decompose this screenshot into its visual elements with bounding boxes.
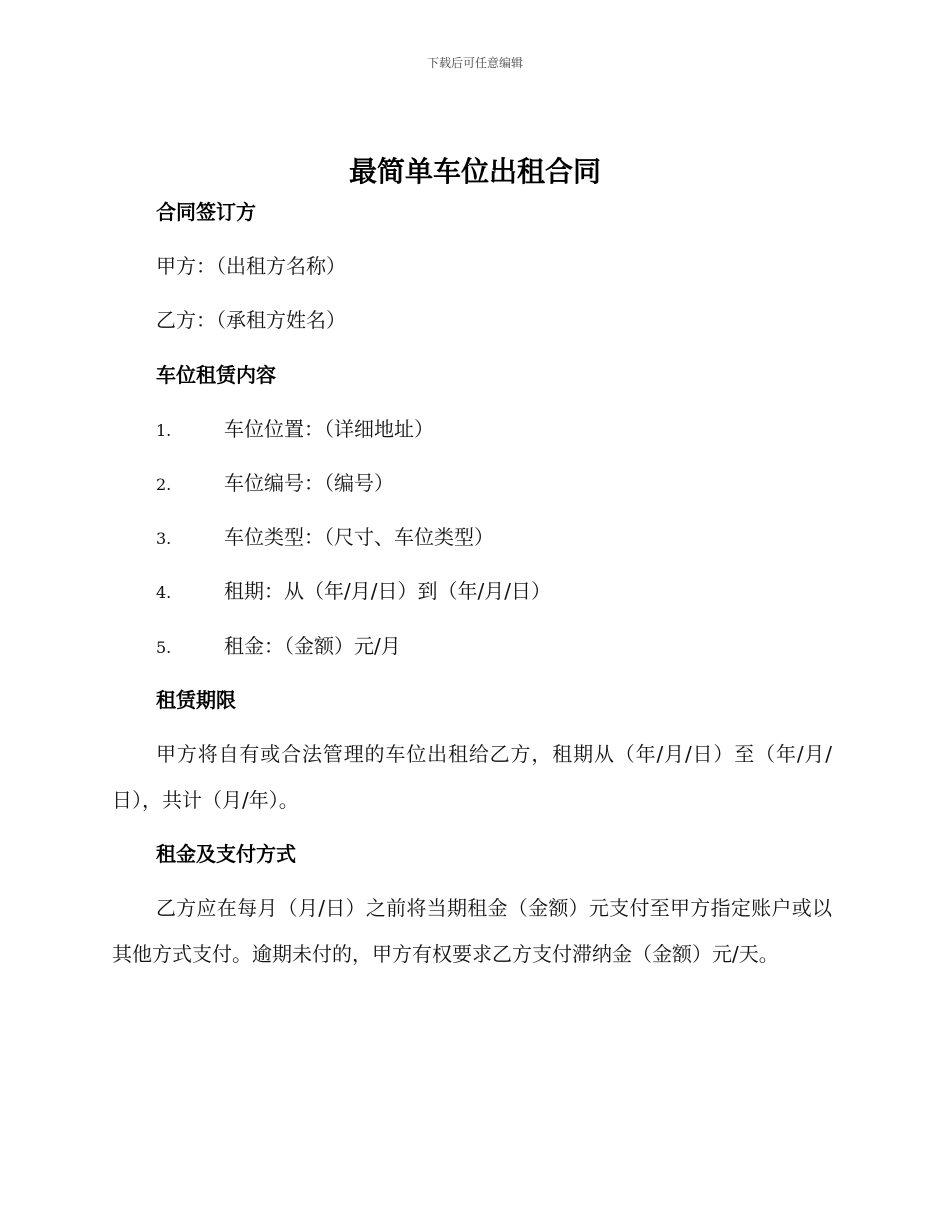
- list-item: [156, 523, 494, 553]
- list-item-number: 5.: [156, 638, 172, 657]
- list-item-text: 车位位置：（详细地址）: [224, 417, 434, 441]
- section-heading-parties: 合同签订方: [156, 200, 256, 224]
- list-item-text: 车位类型：（尺寸、车位类型）: [224, 525, 494, 549]
- document-title: 最简单车位出租合同: [348, 155, 601, 188]
- list-item-number: 1.: [156, 421, 172, 440]
- term-paragraph: 甲方将自有或合法管理的车位出租给乙方，租期从（年/月/日）至（年/月/日），共计（月/年）。: [112, 742, 832, 812]
- list-item-text: 租期：从（年/月/日）到（年/月/日）: [224, 579, 551, 603]
- list-item: [156, 415, 434, 445]
- party-b-line: 乙方：（承租方姓名）: [156, 308, 346, 332]
- header-note: 下载后可任意编辑: [426, 56, 523, 70]
- list-item-number: 2.: [156, 475, 172, 494]
- payment-paragraph: 乙方应在每月（月/日）之前将当期租金（金额）元支付至甲方指定账户或以其他方式支付。逾期未付的，甲方有权要求乙方支付滞纳金（金额）元/天。: [112, 896, 832, 966]
- list-item-text: 租金：（金额）元/月: [224, 634, 401, 658]
- section-heading-content: 车位租赁内容: [156, 363, 276, 387]
- party-a-line: 甲方：（出租方名称）: [156, 254, 346, 278]
- list-item-number: 3.: [156, 529, 172, 548]
- section-heading-payment: 租金及支付方式: [156, 842, 296, 866]
- list-item-number: 4.: [156, 583, 172, 602]
- list-item: [156, 632, 401, 662]
- list-item: [156, 577, 551, 607]
- list-item-text: 车位编号：（编号）: [224, 471, 394, 495]
- section-heading-term: 租赁期限: [156, 688, 236, 712]
- list-item: [156, 469, 394, 499]
